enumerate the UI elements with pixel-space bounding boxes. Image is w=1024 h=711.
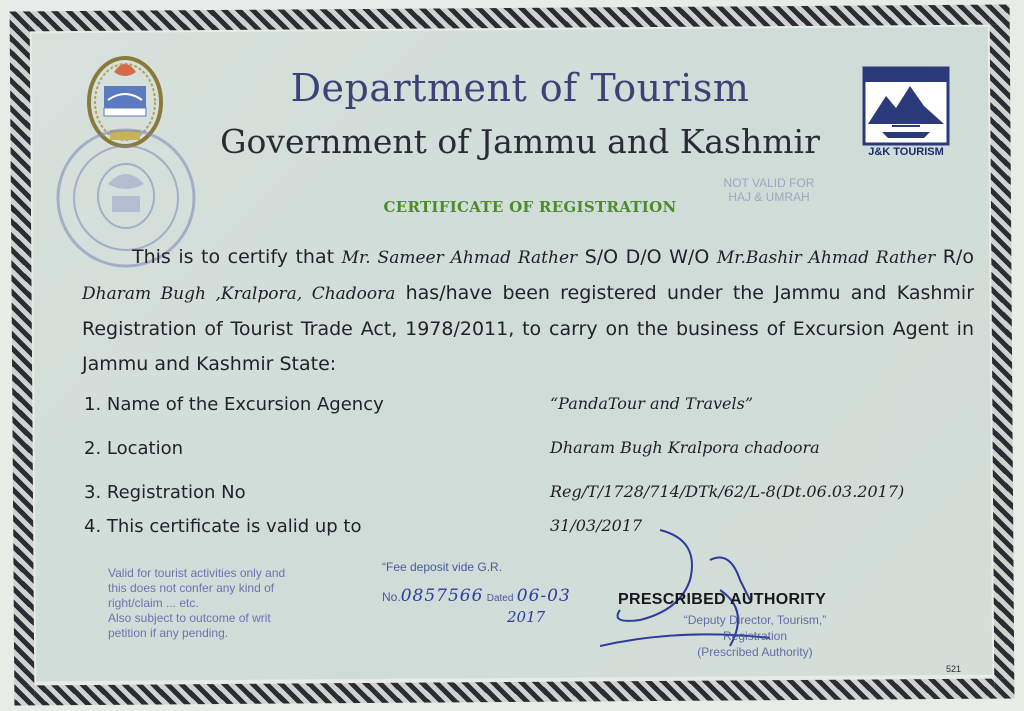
detail-label: 1. Name of the Excursion Agency [84, 394, 384, 415]
not-valid-stamp [694, 176, 844, 204]
note-line: Valid for tourist activities only and [108, 566, 286, 580]
body-rest-text: has/have been registered under the Jammu and Kashmir Registration of Tourist Trade Act, 1978/2011, to carry on the business of Excursion Agent in Jammu and Kashmir State: [82, 282, 975, 375]
detail-value: 31/03/2017 [550, 516, 643, 535]
authority-stamp [660, 612, 850, 660]
detail-value: Reg/T/1728/714/DTk/62/L-8(Dt.06.03.2017) [550, 482, 905, 501]
detail-value: “PandaTour and Travels” [550, 394, 753, 413]
fee-year: 2017 [507, 608, 546, 626]
page-number: 521 [946, 664, 962, 674]
authority-stamp-line2: Registration [722, 629, 788, 643]
validity-note-stamp [108, 566, 338, 641]
jk-tourism-logo-label: J&K TOURISM [868, 146, 944, 158]
note-line: right/claim ... etc. [108, 596, 199, 610]
detail-label: 2. Location [84, 438, 184, 459]
detail-row [84, 516, 984, 546]
residence-prefix: R/o [942, 246, 974, 268]
fee-number: 0857566 [400, 586, 484, 606]
fee-deposit-stamp [382, 560, 592, 626]
prescribed-authority-label: PRESCRIBED AUTHORITY [618, 591, 827, 608]
detail-label: 3. Registration No [84, 482, 246, 503]
note-line: petition if any pending. [108, 626, 229, 640]
certificate-body [82, 240, 974, 382]
detail-row [84, 482, 984, 512]
fee-label: “Fee deposit vide G.R. [382, 560, 503, 574]
parent-name: Mr.Bashir Ahmad Rather [716, 248, 936, 268]
authority-stamp-line1: “Deputy Director, Tourism,” [683, 613, 827, 627]
fee-dated-label: Dated [486, 593, 514, 604]
detail-row [84, 438, 984, 468]
intro-text: This is to certify that [132, 246, 335, 268]
authority-stamp-line3: (Prescribed Authority) [697, 645, 813, 659]
department-title: Department of Tourism [290, 66, 750, 110]
not-valid-line1: NOT VALID FOR [723, 176, 815, 190]
detail-row [84, 394, 984, 424]
fee-date: 06-03 [516, 586, 571, 606]
fee-no-prefix: No. [382, 590, 401, 604]
note-line: Also subject to outcome of writ [108, 611, 271, 625]
detail-value: Dharam Bugh Kralpora chadoora [550, 438, 820, 457]
residence-address: Dharam Bugh ,Kralpora, Chadoora [82, 284, 396, 304]
detail-label: 4. This certificate is valid up to [84, 516, 362, 537]
certificate-heading: CERTIFICATE OF REGISTRATION [383, 198, 677, 216]
government-title: Government of Jammu and Kashmir [220, 122, 820, 161]
note-line: this does not confer any kind of [108, 581, 275, 595]
relation-text: S/O D/O W/O [584, 246, 710, 268]
not-valid-line2: HAJ & UMRAH [728, 190, 810, 204]
holder-name: Mr. Sameer Ahmad Rather [341, 248, 578, 268]
